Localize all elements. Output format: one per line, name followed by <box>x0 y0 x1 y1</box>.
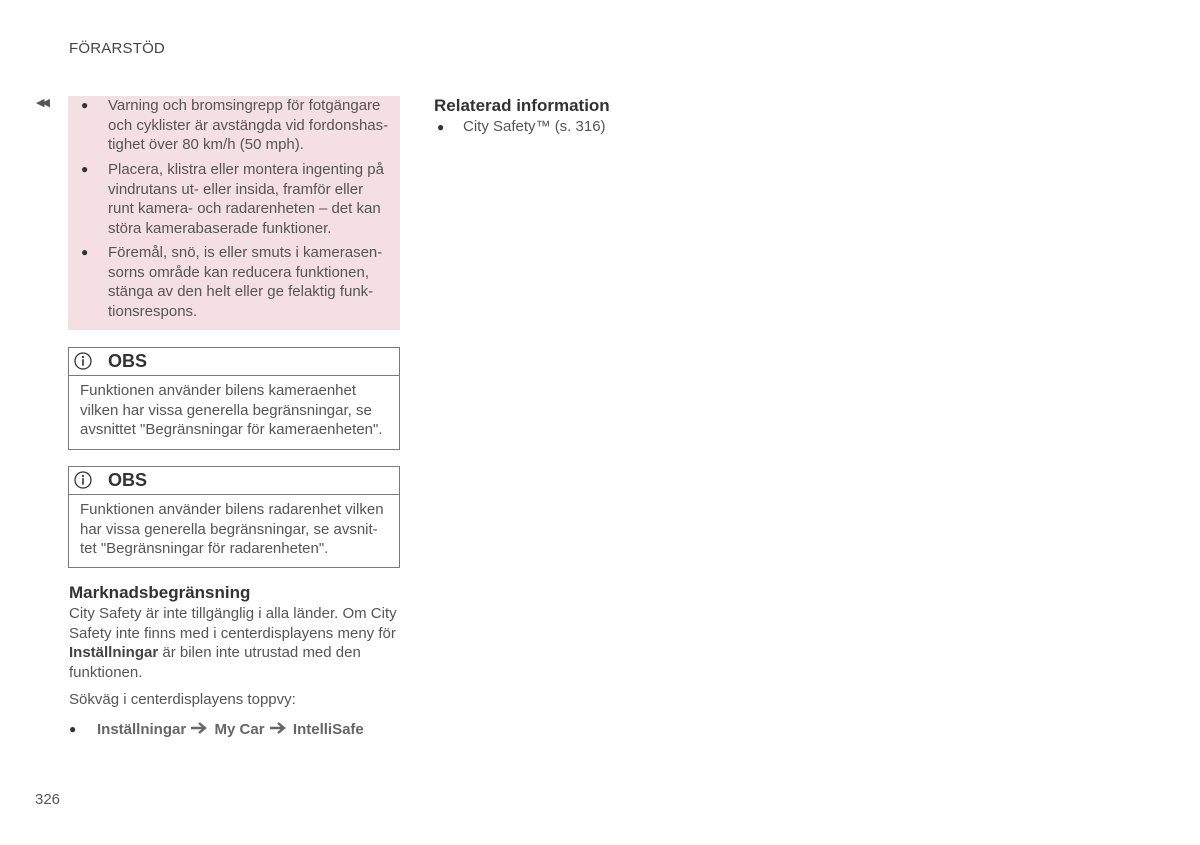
path-step-mycar: My Car <box>214 721 265 738</box>
double-left-arrow-icon: ◀◀ <box>36 97 47 109</box>
related-link[interactable] <box>437 118 606 135</box>
bullet-icon: ● <box>81 98 89 112</box>
warning-box <box>68 96 400 330</box>
paragraph-line <box>69 643 409 663</box>
note-title: OBS <box>108 470 148 490</box>
note-body: Funktionen använder bilens kameraenhet vilken har vissa generella begränsningar, se avsnittet "Begränsningar för kameraenheten". <box>80 382 383 438</box>
note-box-camera <box>68 347 400 450</box>
settings-term: Inställningar <box>69 644 159 662</box>
bullet-icon: ● <box>437 120 445 134</box>
info-circle-icon <box>74 352 92 370</box>
warning-text: Varning och bromsingrepp för fotgängare och cyklister är avstängda vid fordonshas- tighet över 80 km/h (50 mph). <box>108 97 389 154</box>
related-link-text[interactable]: City Safety™ (s. 316) <box>463 118 606 135</box>
market-heading: Marknadsbegränsning <box>69 583 251 602</box>
paragraph-text: är bilen inte utrustad med den <box>158 644 361 662</box>
note-box-radar <box>68 466 400 568</box>
bullet-icon: ● <box>81 245 89 259</box>
page-number: 326 <box>35 791 61 808</box>
market-paragraph <box>69 604 409 682</box>
paragraph-line: funktionen. <box>69 663 143 681</box>
note-header <box>69 348 399 376</box>
warning-text: Placera, klistra eller montera ingenting på vindrutans ut- eller insida, framför eller runt kamera- och radarenheten – det kan störa kamerabaserade funktioner. <box>108 161 384 237</box>
path-intro: Sökväg i centerdisplayens toppvy: <box>69 691 296 708</box>
bullet-icon: ● <box>81 162 89 176</box>
arrow-right-icon <box>269 721 289 735</box>
related-heading: Relaterad information <box>434 96 610 115</box>
note-header <box>69 467 399 495</box>
info-circle-icon <box>74 471 92 489</box>
path-step-intellisafe: IntelliSafe <box>292 721 364 738</box>
section-header: FÖRARSTÖD <box>69 40 165 57</box>
path-step-settings: Inställningar <box>97 721 187 738</box>
paragraph-line: City Safety är inte tillgänglig i alla länder. Om City <box>69 605 397 622</box>
paragraph-line: Safety inte finns med i centerdisplayens meny för <box>69 624 396 642</box>
path-breadcrumb <box>97 721 364 738</box>
note-title: OBS <box>108 351 148 371</box>
warning-text: Föremål, snö, is eller smuts i kamerasen- sorns område kan reducera funktionen, stänga av den helt eller ge felaktig funk- tionsrespons. <box>108 244 383 320</box>
note-body: Funktionen använder bilens radarenhet vilken har vissa generella begränsningar, se avsnit- tet "Begränsningar för radarenheten". <box>80 501 384 557</box>
bullet-icon: ● <box>69 722 77 736</box>
arrow-right-icon <box>190 721 210 735</box>
